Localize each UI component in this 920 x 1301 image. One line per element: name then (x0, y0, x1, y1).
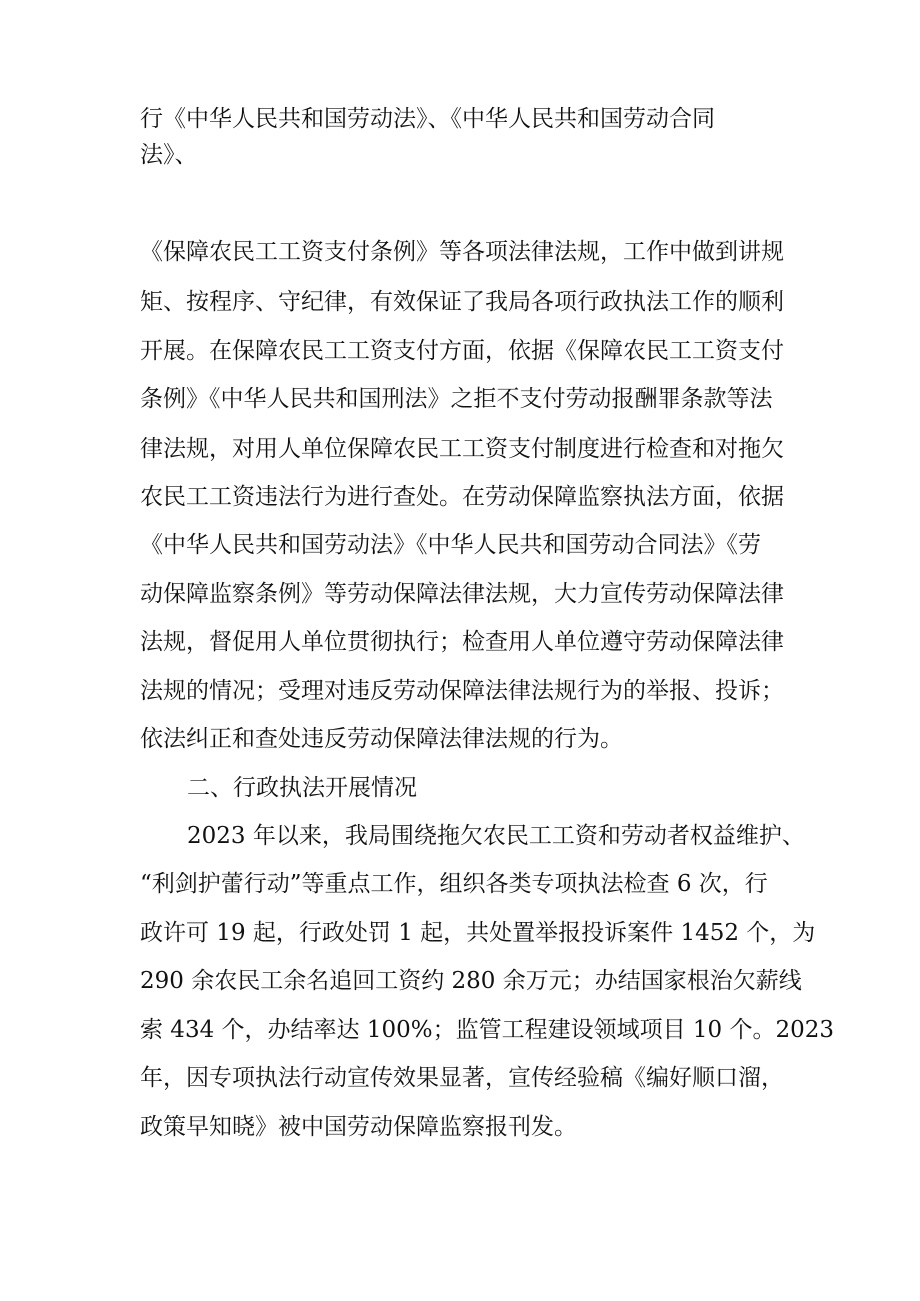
text-line: 律法规，对用人单位保障农民工工资支付制度进行检查和对拖欠 (140, 436, 784, 462)
text-line: 290 余农民工余名追回工资约 280 余万元；办结国家根治欠薪线 (140, 968, 802, 994)
section-heading: 二、行政执法开展情况 (187, 775, 417, 801)
text-line: 《中华人民共和国劳动法》《中华人民共和国劳动合同法》《劳 (140, 532, 761, 558)
text-line: 2023 年以来，我局围绕拖欠农民工工资和劳动者权益维护、 (187, 823, 805, 849)
text-line: 《保障农民工工资支付条例》等各项法律法规，工作中做到讲规 (140, 239, 784, 265)
text-line: 行《中华人民共和国劳动法》、《中华人民共和国劳动合同 (140, 106, 715, 132)
text-line: 条例》《中华人民共和国刑法》之拒不支付劳动报酬罪条款等法 (140, 386, 773, 412)
text-line: 政策早知晓》被中国劳动保障监察报刊发。 (140, 1114, 577, 1140)
text-line: “利剑护蕾行动”等重点工作，组织各类专项执法检查 6 次，行 (140, 871, 768, 897)
text-line: 农民工工资违法行为进行查处。在劳动保障监察执法方面，依据 (140, 484, 784, 510)
text-line: 依法纠正和查处违反劳动保障法律法规的行为。 (140, 726, 623, 752)
text-line: 索 434 个，办结率达 100%；监管工程建设领域项目 10 个。2023 (140, 1017, 835, 1043)
text-line: 开展。在保障农民工工资支付方面，依据《保障农民工工资支付 (140, 338, 784, 364)
text-line: 矩、按程序、守纪律，有效保证了我局各项行政执法工作的顺利 (140, 289, 784, 315)
text-line: 法规的情况；受理对违反劳动保障法律法规行为的举报、投诉； (140, 678, 784, 704)
text-line: 政许可 19 起，行政处罚 1 起，共处置举报投诉案件 1452 个，为 (140, 920, 816, 946)
text-line: 法规，督促用人单位贯彻执行；检查用人单位遵守劳动保障法律 (140, 629, 784, 655)
text-line: 年，因专项执法行动宣传效果显著，宣传经验稿《编好顺口溜， (140, 1065, 784, 1091)
text-line: 动保障监察条例》等劳动保障法律法规，大力宣传劳动保障法律 (140, 581, 784, 607)
text-line: 法》、 (140, 142, 198, 168)
